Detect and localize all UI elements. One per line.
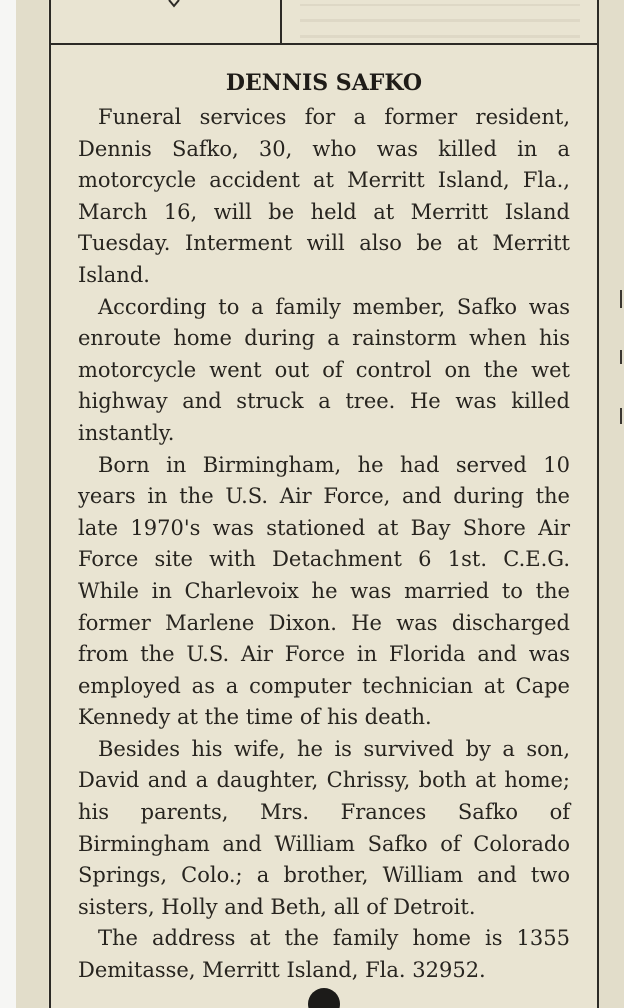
article-paragraph-1: Funeral services for a former resident, Dennis Safko, 30, who was killed in a motorcycle accident at Merritt Island, Fla., March 16, will be held at Merritt Island Tuesday. Interment will also be at Merritt Island. — [78, 105, 570, 287]
article-paragraph-4: Besides his wife, he is survived by a son, David and a daughter, Chrissy, both at home; his parents, Mrs. Frances Safko of Birmingham and William Safko of Colorado Springs, Colo.; a brother, William and two sisters, Holly and Beth, all of Detroit. — [78, 736, 570, 919]
bleed-through-text — [300, 4, 580, 38]
top-fragment-mark — [168, 0, 180, 8]
section-rule-top — [49, 43, 599, 45]
article-paragraph-2: According to a family member, Safko was enroute home during a rainstorm when his motorcycle went out of control on the wet highway and struck a tree. He was killed instantly. — [78, 294, 570, 445]
obituary-article — [78, 68, 570, 987]
article-paragraph-3: Born in Birmingham, he had served 10 years in the U.S. Air Force, and during the late 1970's was stationed at Bay Shore Air Force site with Detachment 6 1st. C.E.G. While in Charlevoix he was married to the former Marlene Dixon. He was discharged from the U.S. Air Force in Florida and was employed as a computer technician at Cape Kennedy at the time of his death. — [78, 452, 570, 730]
article-paragraph-5: The address at the family home is 1355 Demitasse, Merritt Island, Fla. 32952. — [78, 926, 570, 983]
column-rule-left — [49, 0, 51, 1008]
column-rule-right — [597, 0, 599, 1008]
top-box-divider — [280, 0, 282, 44]
right-margin-strip — [598, 0, 624, 1008]
left-margin-strip — [16, 0, 48, 1008]
right-edge-marks — [618, 290, 624, 430]
obituary-headline: DENNIS SAFKO — [225, 70, 423, 96]
